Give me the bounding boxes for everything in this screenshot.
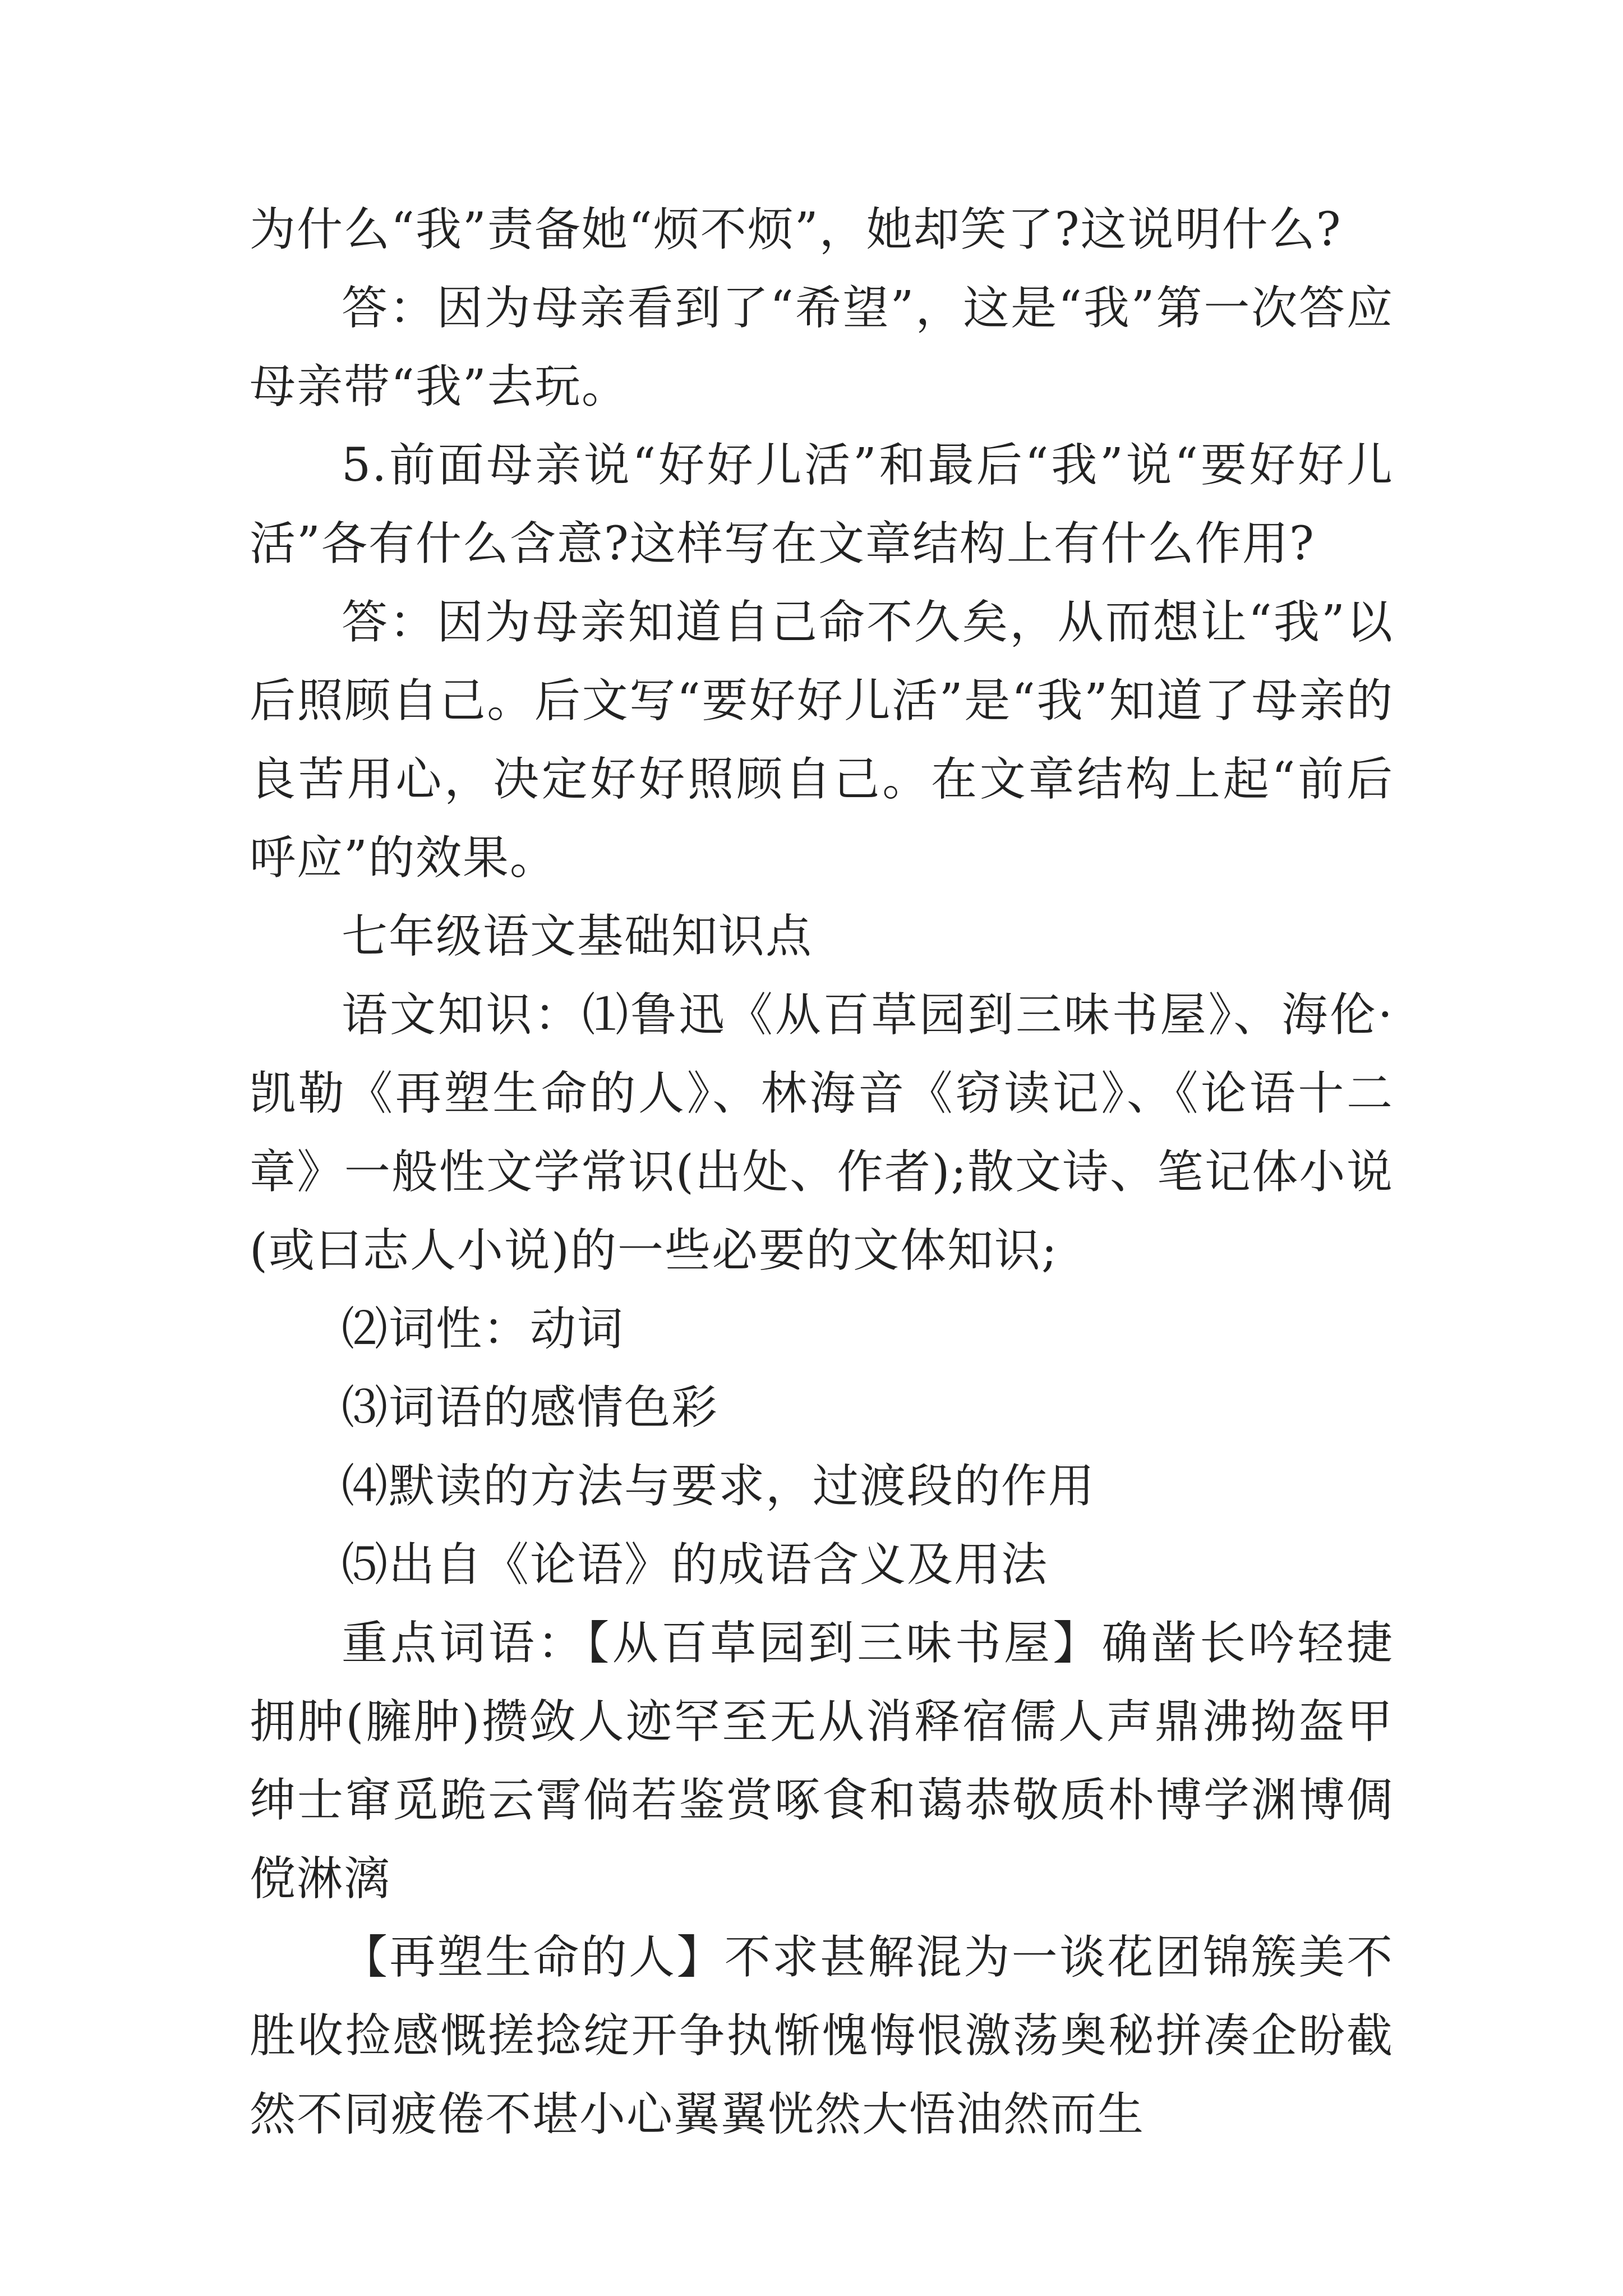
document-body: [250, 191, 1394, 2154]
paragraph-key-words-2: 【再塑生命的人】不求甚解混为一谈花团锦簇美不胜收捡感慨搓捻绽开争执惭愧悔恨激荡奥秘拼凑企盼截然不同疲倦不堪小心翼翼恍然大悟油然而生: [250, 1931, 1394, 2141]
paragraph-key-words-1: 重点词语：【从百草园到三味书屋】确凿长吟轻捷拥肿(臃肿)攒敛人迹罕至无从消释宿儒人声鼎沸拗盔甲绅士窜觅跪云霄倘若鉴赏啄食和蔼恭敬质朴博学渊博倜傥淋漓: [250, 1617, 1394, 1906]
paragraph-question-5: 5.前面母亲说“好好儿活”和最后“我”说“要好好儿活”各有什么含意?这样写在文章结构上有什么作用?: [250, 439, 1394, 570]
list-item-idioms: ⑸出自《论语》的成语含义及用法: [342, 1538, 1049, 1591]
paragraph-answer-4: 答：因为母亲看到了“希望”，这是“我”第一次答应母亲带“我”去玩。: [250, 282, 1394, 413]
paragraph-question-4: 为什么“我”责备她“烦不烦”，她却笑了?这说明什么?: [250, 203, 1342, 256]
paragraph-answer-5: 答：因为母亲知道自己命不久矣，从而想让“我”以后照顾自己。后文写“要好好儿活”是“我”知道了母亲的良苦用心，决定好好照顾自己。在文章结构上起“前后呼应”的效果。: [250, 596, 1394, 885]
section-heading: 七年级语文基础知识点: [342, 910, 813, 963]
list-item-silent-reading: ⑷默读的方法与要求，过渡段的作用: [342, 1460, 1096, 1513]
paragraph-language-knowledge: 语文知识：⑴鲁迅《从百草园到三味书屋》、海伦·凯勒《再塑生命的人》、林海音《窃读记》、《论语十二章》一般性文学常识(出处、作者);散文诗、笔记体小说(或曰志人小说)的一些必要的文体知识;: [250, 988, 1394, 1277]
list-item-word-emotion: ⑶词语的感情色彩: [342, 1381, 719, 1434]
list-item-part-of-speech: ⑵词性：动词: [342, 1303, 625, 1356]
